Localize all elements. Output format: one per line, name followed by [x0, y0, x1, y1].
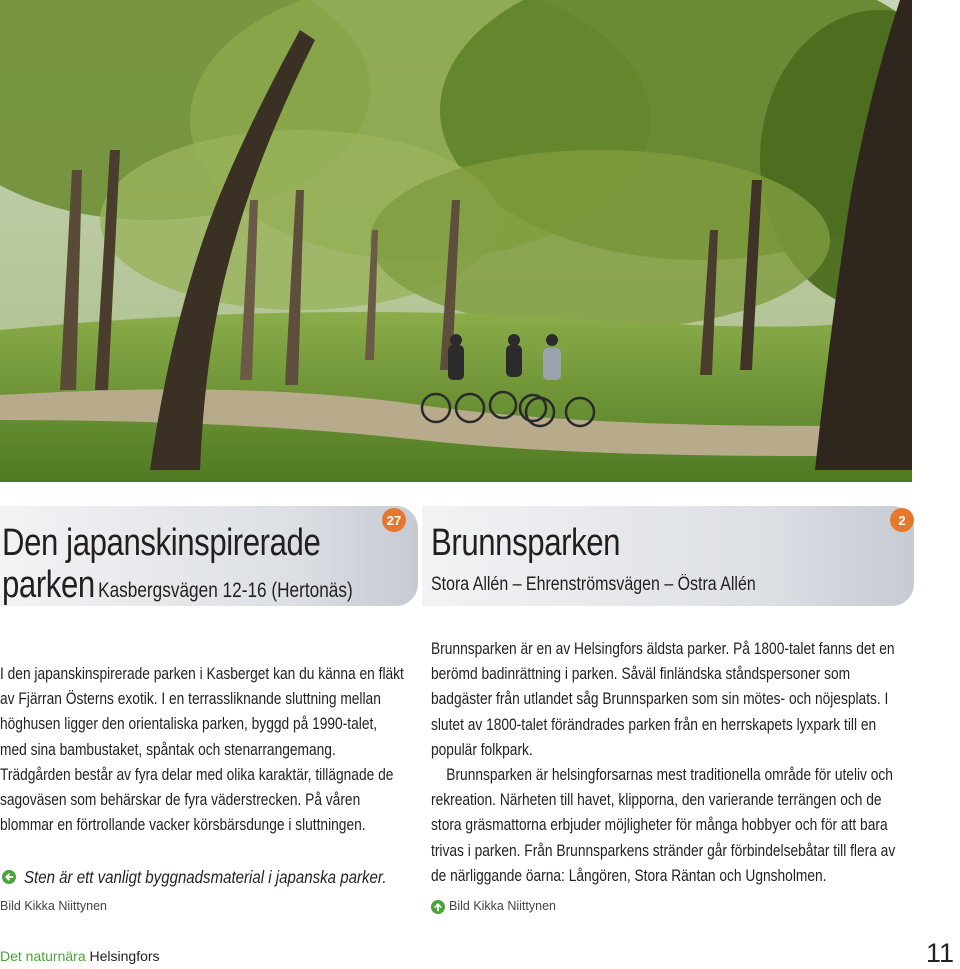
park-photo	[0, 0, 912, 482]
left-title-line1: Den japanskinspirerade	[2, 522, 321, 564]
right-credit: Bild Kikka Niittynen	[449, 899, 556, 913]
left-caption: Sten är ett vanligt byggnadsmaterial i japanska parker.	[24, 867, 387, 887]
left-credit: Bild Kikka Niittynen	[0, 899, 107, 913]
footer-label	[0, 948, 160, 964]
right-subtitle: Stora Allén – Ehrenströmsvägen – Östra Allén	[431, 574, 756, 595]
page-number: 11	[925, 938, 954, 968]
arrow-up-icon	[431, 900, 445, 914]
right-body-paragraph-1: Brunnsparken är en av Helsingfors äldsta parker. På 1800-talet fanns det en berömd badinrättning i parken. Såväl finländska ståndspersoner som badgäster från utlandet såg Brunnsparken som sin mötes- och nöjesplats. I slutet av 1800-talet förändrades parken från en herrskapets lyxpark till en populär folkpark.	[431, 640, 895, 759]
footer-label-city: Helsingfors	[89, 948, 160, 964]
left-body-text	[0, 662, 406, 838]
left-title-line2: parken	[2, 564, 95, 606]
left-address: Kasbergsvägen 12-16 (Hertonäs)	[98, 579, 353, 602]
arrow-left-icon	[2, 870, 16, 884]
park-photo-illustration	[0, 0, 912, 482]
right-body-text	[431, 637, 914, 889]
left-badge: 27	[382, 508, 406, 532]
left-body-paragraph: I den japanskinspirerade parken i Kasberget kan du känna en fläkt av Fjärran Österns exotik. I en terrassliknande sluttning mellan höghusen ligger den orientaliska parken, byggd på 1990-talet, med sina bambustaket, spåntak och stenarrangemang. Trädgården består av fyra delar med olika karaktär, tillägnade de sagoväsen som behärskar de fyra väderstrecken. På våren blommar en förtrollande vacker körsbärsdunge i sluttningen.	[0, 665, 404, 835]
right-body-paragraph-2: Brunnsparken är helsingforsarnas mest traditionella område för uteliv och rekreation. Närheten till havet, klipporna, den varierande terrängen och de stora gräsmattorna erbjuder möjligheter för många hobbyer och för att bara trivas i parken. Från Brunnsparkens stränder går förbindelsebåtar till flera av de närliggande öarna: Långören, Stora Räntan och Ugnsholmen.	[431, 766, 896, 885]
footer-label-prefix: Det naturnära	[0, 948, 86, 964]
left-title	[2, 522, 353, 612]
right-badge: 2	[890, 508, 914, 532]
left-title-line2-row	[2, 564, 353, 612]
right-title: Brunnsparken	[431, 522, 621, 564]
